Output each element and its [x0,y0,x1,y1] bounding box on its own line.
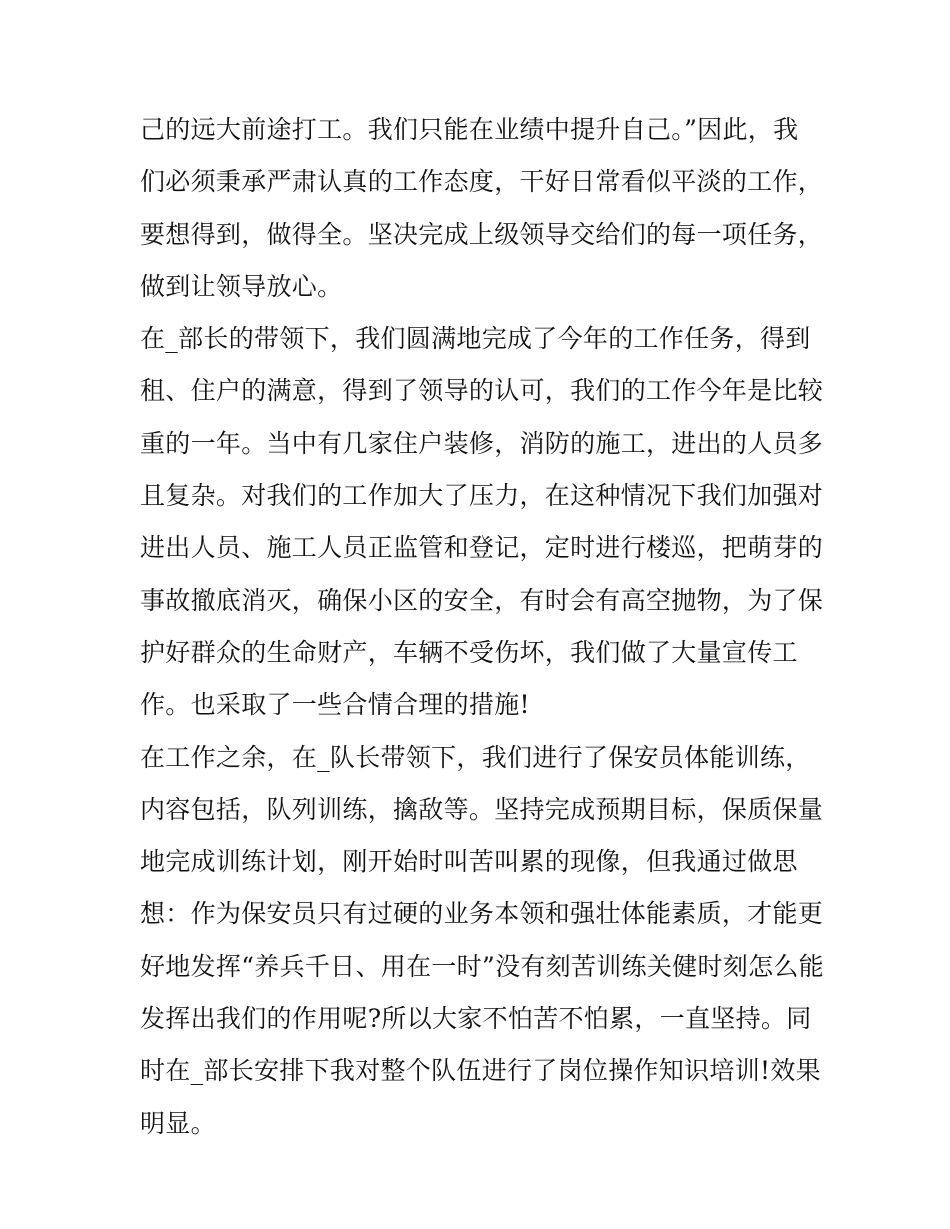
text-line: 时在_部长安排下我对整个队伍进行了岗位操作知识培训!效果 [140,1056,821,1086]
text-line: 租、住户的满意，得到了领导的认可，我们的工作今年是比较 [140,376,824,406]
text-line: 护好群众的生命财产，车辆不受伤坏，我们做了大量宣传工 [140,637,798,667]
text-line: 事故撤底消灭，确保小区的安全，有时会有高空抛物，为了保 [140,585,824,615]
text-line: 发挥出我们的作用呢?所以大家不怕苦不怕累，一直坚持。同 [140,1004,812,1034]
text-line: 进出人员、施工人员正监管和登记，定时进行楼巡，把萌芽的 [140,533,824,563]
text-line: 们必须秉承严肃认真的工作态度，干好日常看似平淡的工作， [140,167,824,197]
text-line: 在工作之余，在_队长带领下，我们进行了保安员体能训练， [140,742,811,772]
text-line: 想：作为保安员只有过硬的业务本领和强壮体能素质，才能更 [140,899,824,929]
text-line: 在_部长的带领下，我们圆满地完成了今年的工作任务，得到 [140,324,811,354]
text-line: 且复杂。对我们的工作加大了压力，在这种情况下我们加强对 [140,481,824,511]
text-line: 作。也采取了一些合情合理的措施! [140,690,530,720]
text-line: 地完成训练计划，刚开始时叫苦叫累的现像，但我通过做思 [140,847,798,877]
text-line: 己的远大前途打工。我们只能在业绩中提升自己。”因此，我 [140,115,799,144]
text-line: 明显。 [140,1108,216,1138]
text-line: 做到让领导放心。 [140,271,343,301]
text-line: 好地发挥“养兵千日、用在一时”没有刻苦训练关健时刻怎么能 [140,951,824,981]
text-line: 要想得到，做得全。坚决完成上级领导交给们的每一项任务， [140,219,824,249]
body-text [140,108,824,1154]
text-line: 重的一年。当中有几家住户装修，消防的施工，进出的人员多 [140,428,824,458]
text-line: 内容包括，队列训练，擒敌等。坚持完成预期目标，保质保量 [140,794,824,824]
